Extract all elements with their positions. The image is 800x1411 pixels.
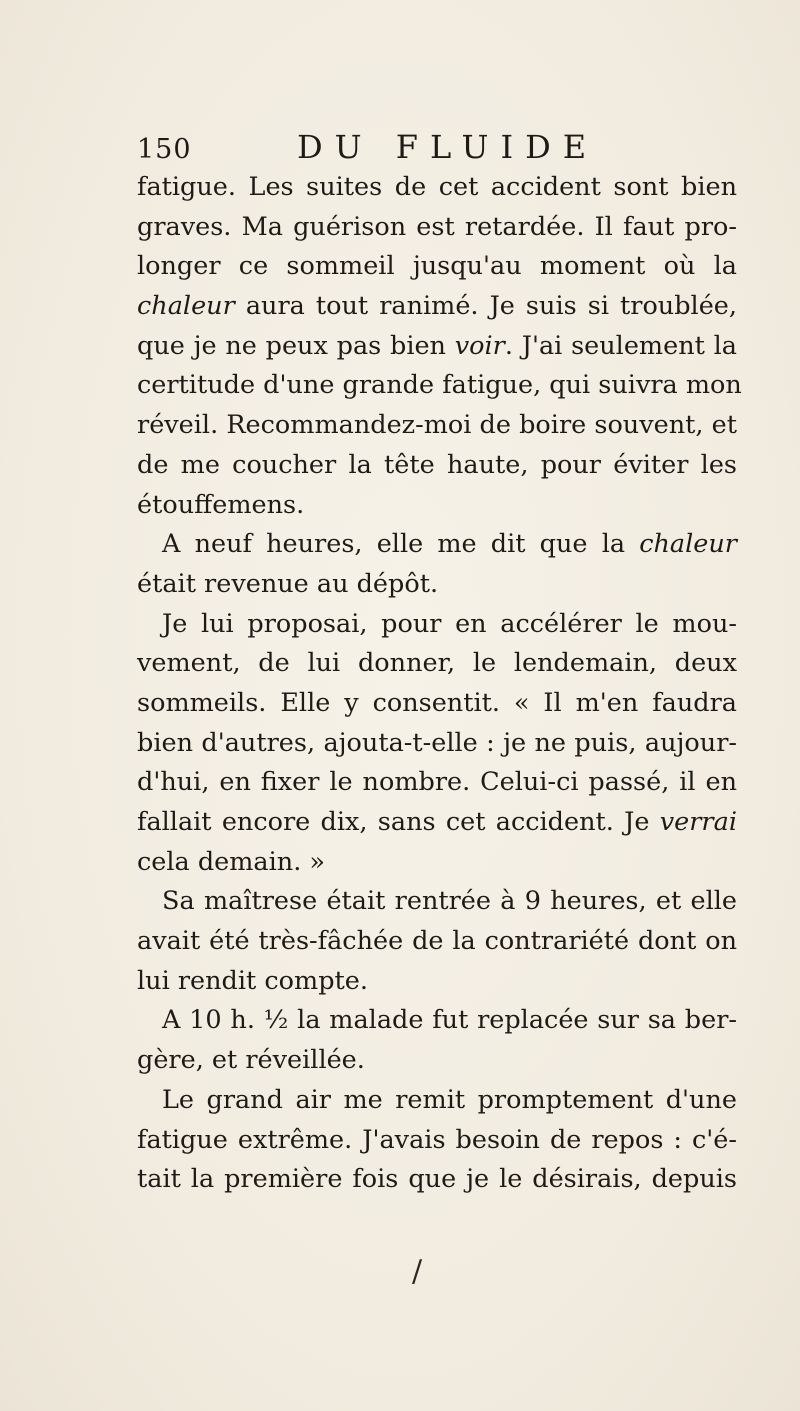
- line-segment: . J'ai seulement la: [504, 330, 737, 361]
- page-header: [137, 128, 737, 168]
- text-line: Sa maîtrese était rentrée à 9 heures, et elle: [162, 886, 737, 917]
- text-line: lui rendit compte.: [137, 965, 368, 996]
- text-line: fatigue extrême. J'avais besoin de repos : c'é-: [137, 1124, 737, 1155]
- line-segment: A neuf heures, elle me dit que la: [162, 529, 640, 560]
- text-line: avait été très-fâchée de la contrariété dont on: [137, 926, 737, 957]
- text-line: bien d'autres, ajouta-t-elle : je ne puis, aujour-: [137, 727, 737, 758]
- line-segment: aura tout ranimé. Je suis si troublée,: [234, 291, 737, 322]
- text-line: Le grand air me remit promptement d'une: [162, 1084, 737, 1115]
- signature-mark: /: [412, 1254, 423, 1289]
- line-segment: fallait encore dix, sans cet accident. Je: [137, 807, 660, 837]
- text-line: de me coucher la tête haute, pour éviter les: [137, 449, 737, 480]
- running-head: DU FLUIDE: [297, 128, 599, 166]
- text-line: [137, 525, 737, 565]
- text-line: certitude d'une grande fatigue, qui suivra mon: [137, 370, 742, 401]
- text-line: était revenue au dépôt.: [137, 568, 439, 599]
- text-line: longer ce sommeil jusqu'au moment où la: [137, 251, 737, 282]
- text-line: [137, 803, 737, 843]
- text-line: gère, et réveillée.: [137, 1045, 365, 1076]
- text-line: tait la première fois que je le désirais, depuis: [137, 1164, 737, 1195]
- body-text: [137, 168, 742, 1200]
- page-number: 150: [137, 134, 192, 165]
- text-line: sommeils. Elle y consentit. « Il m'en faudra: [137, 687, 737, 718]
- italic-word: voir: [454, 330, 505, 361]
- line-segment: que je ne peux pas bien: [137, 330, 455, 361]
- text-line: réveil. Recommandez-moi de boire souvent, et: [137, 410, 737, 441]
- text-line: d'hui, en fixer le nombre. Celui-ci passé, il en: [137, 767, 737, 798]
- text-line: Je lui proposai, pour en accélérer le mou-: [162, 608, 737, 639]
- text-line: cela demain. »: [137, 846, 326, 877]
- text-line: [137, 287, 737, 327]
- text-line: [137, 327, 737, 367]
- italic-word: chaleur: [639, 529, 737, 560]
- text-line: étouffemens.: [137, 489, 305, 520]
- text-line: graves. Ma guérison est retardée. Il faut pro-: [137, 211, 737, 242]
- italic-word: chaleur: [137, 291, 235, 322]
- text-line: vement, de lui donner, le lendemain, deux: [137, 648, 737, 679]
- text-line: A 10 h. ½ la malade fut replacée sur sa ber-: [162, 1005, 737, 1036]
- text-line: fatigue. Les suites de cet accident sont bien: [137, 172, 737, 202]
- italic-word: verrai: [659, 807, 737, 837]
